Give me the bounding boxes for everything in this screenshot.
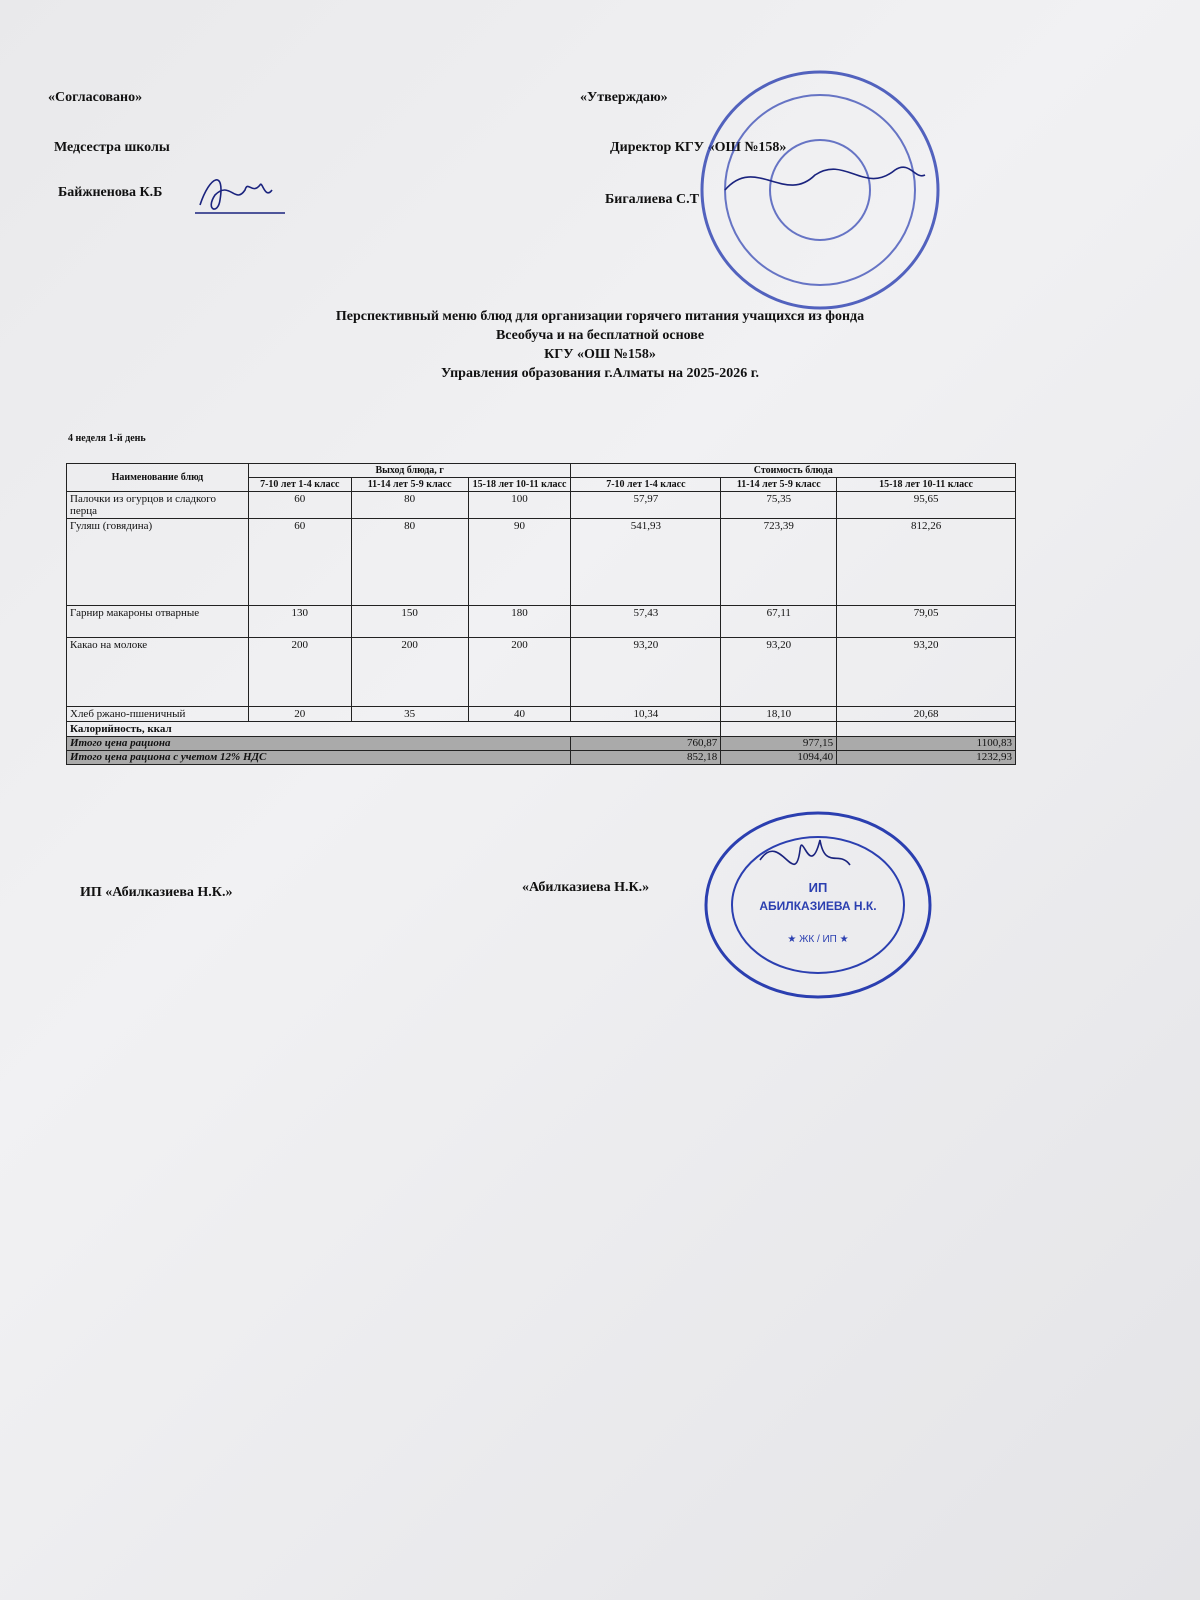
col-name-header: Наименование блюд	[67, 464, 249, 492]
output-cell: 200	[248, 638, 351, 707]
title-line: Управления образования г.Алматы на 2025-2026 г.	[440, 366, 759, 381]
cost-cell: 93,20	[571, 638, 721, 707]
ip-stamp-small: ★ ЖК / ИП ★	[787, 934, 849, 945]
cost-cell: 67,11	[721, 606, 837, 638]
cost-cell: 57,43	[571, 606, 721, 638]
cost-cell: 93,20	[721, 638, 837, 707]
dish-name: Гарнир макароны отварные	[67, 606, 249, 638]
school-stamp	[695, 65, 945, 315]
approved-heading-left: «Согласовано»	[48, 90, 143, 105]
cost-cell: 20,68	[837, 707, 1016, 722]
nurse-role: Медсестра школы	[54, 140, 170, 155]
title-line: Всеобуча и на бесплатной основе	[495, 328, 705, 343]
cost-cell: 79,05	[837, 606, 1016, 638]
total-vat-value: 1232,93	[837, 751, 1016, 765]
cost-cell: 75,35	[721, 492, 837, 519]
title-line: КГУ «ОШ №158»	[544, 347, 656, 362]
table-row	[67, 606, 1016, 638]
output-subheader: 7-10 лет 1-4 класс	[248, 478, 351, 492]
dish-name: Хлеб ржано-пшеничный	[67, 707, 249, 722]
day-label: 4 неделя 1-й день	[68, 433, 146, 444]
cost-subheader: 7-10 лет 1-4 класс	[571, 478, 721, 492]
output-cell: 180	[468, 606, 571, 638]
director-name: Бигалиева С.Т	[605, 192, 699, 207]
nurse-signature	[190, 165, 290, 220]
menu-table	[66, 463, 1016, 765]
output-cell: 90	[468, 519, 571, 606]
table-row	[67, 492, 1016, 519]
output-cell: 80	[351, 519, 468, 606]
calories-row	[67, 722, 1016, 737]
table-row	[67, 707, 1016, 722]
cost-cell: 93,20	[837, 638, 1016, 707]
output-cell: 60	[248, 492, 351, 519]
dish-name: Гуляш (говядина)	[67, 519, 249, 606]
cost-subheader: 15-18 лет 10-11 класс	[837, 478, 1016, 492]
output-cell: 60	[248, 519, 351, 606]
calories-label: Калорийность, ккал	[67, 722, 721, 737]
cost-cell: 812,26	[837, 519, 1016, 606]
nurse-name: Байжненова К.Б	[58, 185, 163, 200]
title-line: Перспективный меню блюд для организации горячего питания учащихся из фонда	[335, 309, 865, 324]
calories-cell	[721, 722, 837, 737]
dish-name: Какао на молоке	[67, 638, 249, 707]
output-subheader: 11-14 лет 5-9 класс	[351, 478, 468, 492]
output-subheader: 15-18 лет 10-11 класс	[468, 478, 571, 492]
total-value: 977,15	[721, 737, 837, 751]
calories-cell	[837, 722, 1016, 737]
total-value: 760,87	[571, 737, 721, 751]
cost-cell: 541,93	[571, 519, 721, 606]
output-cell: 100	[468, 492, 571, 519]
total-vat-value: 1094,40	[721, 751, 837, 765]
total-row	[67, 737, 1016, 751]
output-cell: 150	[351, 606, 468, 638]
director-role: Директор КГУ «ОШ №158»	[610, 140, 787, 155]
total-value: 1100,83	[837, 737, 1016, 751]
approve-heading-right: «Утверждаю»	[580, 90, 668, 105]
table-row	[67, 638, 1016, 707]
footer-left: ИП «Абилказиева Н.К.»	[80, 885, 233, 900]
output-cell: 130	[248, 606, 351, 638]
output-cell: 80	[351, 492, 468, 519]
ip-stamp-text: АБИЛКАЗИЕВА Н.К.	[759, 899, 877, 913]
total-label: Итого цена рациона	[67, 737, 571, 751]
cost-cell: 95,65	[837, 492, 1016, 519]
total-vat-row	[67, 751, 1016, 765]
footer-right: «Абилказиева Н.К.»	[522, 880, 650, 895]
output-cell: 200	[468, 638, 571, 707]
cost-group-header: Стоимость блюда	[571, 464, 1016, 478]
output-cell: 200	[351, 638, 468, 707]
total-vat-label: Итого цена рациона с учетом 12% НДС	[67, 751, 571, 765]
dish-name: Палочки из огурцов и сладкого перца	[67, 492, 249, 519]
cost-cell: 10,34	[571, 707, 721, 722]
output-cell: 35	[351, 707, 468, 722]
ip-stamp-text: ИП	[808, 880, 828, 895]
cost-cell: 57,97	[571, 492, 721, 519]
table-row	[67, 519, 1016, 606]
ip-stamp	[700, 810, 940, 1010]
output-group-header: Выход блюда, г	[248, 464, 571, 478]
cost-cell: 18,10	[721, 707, 837, 722]
cost-cell: 723,39	[721, 519, 837, 606]
total-vat-value: 852,18	[571, 751, 721, 765]
output-cell: 40	[468, 707, 571, 722]
document-title	[0, 307, 1200, 383]
output-cell: 20	[248, 707, 351, 722]
cost-subheader: 11-14 лет 5-9 класс	[721, 478, 837, 492]
